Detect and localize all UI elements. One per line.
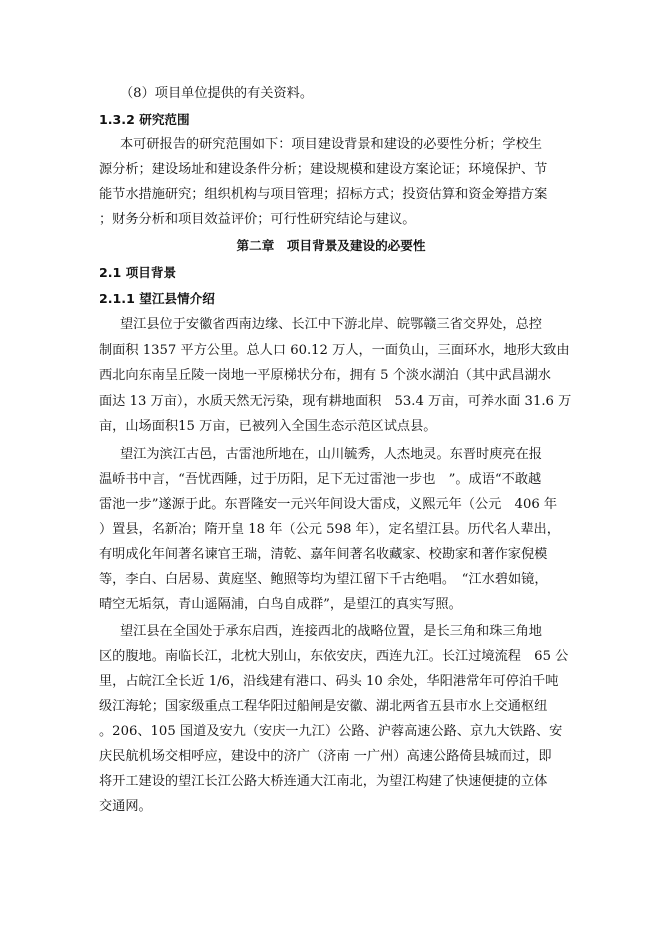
section-heading-1-3-2: 1.3.2 研究范围 (99, 112, 190, 127)
paragraph-line: ）置县，名新冶；隋开皇 18 年（公元 598 年），定名望江县。历代名人辈出， (99, 522, 560, 537)
paragraph-line: 望江县在全国处于承东启西，连接西北的战略位置，是长三角和珠三角地 (120, 624, 542, 639)
paragraph-line: 面达 13 万亩），水质天然无污染，现有耕地面积 53.4 万亩，可养水面 31.6 万 (99, 394, 572, 409)
paragraph-line: 亩，山场面积15 万亩，已被列入全国生态示范区试点县。 (99, 419, 437, 434)
list-item-8: （8）项目单位提供的有关资料。 (120, 86, 314, 101)
chapter-title: 第二章 项目背景及建设的必要性 (236, 238, 426, 253)
paragraph-line: 制面积 1357 平方公里。总人口 60.12 万人，一面负山，三面环水，地形大致由 (99, 343, 570, 358)
section-heading-2-1-1: 2.1.1 望江县情介绍 (99, 291, 215, 306)
paragraph-line: 源分析；建设场址和建设条件分析；建设规模和建设方案论证；环境保护、节 (99, 162, 548, 177)
paragraph-line: 雷池一步”遂源于此。东晋隆安一元兴年间设大雷戍，义熙元年（公元 406 年 (99, 497, 558, 512)
paragraph-line: 望江为滨江古邑，古雷池所地在，山川毓秀，人杰地灵。东晋时庾亮在报 (120, 447, 542, 462)
section-heading-2-1: 2.1 项目背景 (99, 265, 177, 280)
paragraph-line: 望江县位于安徽省西南边缘、长江中下游北岸、皖鄂赣三省交界处，总控 (120, 317, 542, 332)
paragraph-line: 里，占皖江全长近 1/6，沿线建有港口、码头 10 余处，华阳港常年可停泊千吨 (99, 674, 559, 689)
paragraph-line: 级江海轮；国家级重点工程华阳过船闸是安徽、湖北两省五县市水上交通枢纽 (99, 699, 548, 714)
paragraph-line: 晴空无垢氛，青山遥隔浦，白鸟自成群”，是望江的真实写照。 (99, 597, 462, 612)
paragraph-line: 等，李白、白居易、黄庭坚、鲍照等均为望江留下千古绝唱。 “江水碧如镜， (99, 572, 548, 587)
paragraph-line: ；财务分析和项目效益评价；可行性研究结论与建议。 (99, 212, 416, 227)
paragraph-line: 。206、105 国道及安九（安庆一九江）公路、沪蓉高速公路、京九大铁路、安 (99, 724, 563, 739)
paragraph-line: 有明成化年间著名谏官王瑞，清乾、嘉年间著名收藏家、校勘家和著作家倪模 (99, 547, 548, 562)
paragraph-line: 西北向东南呈丘陵一岗地一平原梯状分布，拥有 5 个淡水湖泊（其中武昌湖水 (99, 368, 551, 383)
paragraph-line: 温峤书中言，“吾忧西陲，过于历阳，足下无过雷池一步也 ”。成语“不敢越 (99, 472, 542, 487)
paragraph-line: 区的腹地。南临长江，北枕大别山，东依安庆，西连九江。长江过境流程 65 公 (99, 649, 569, 664)
paragraph-line: 将开工建设的望江长江公路大桥连通大江南北，为望江构建了快速便捷的立体 (99, 774, 548, 789)
paragraph-line: 能节水措施研究；组织机构与项目管理；招标方式；投资估算和资金筹措方案 (99, 187, 548, 202)
paragraph-line: 本可研报告的研究范围如下：项目建设背景和建设的必要性分析；学校生 (120, 137, 542, 152)
paragraph-line: 交通网。 (99, 799, 152, 814)
paragraph-line: 庆民航机场交相呼应，建设中的济广（济南 一广州）高速公路倚县城而过，即 (99, 749, 552, 764)
